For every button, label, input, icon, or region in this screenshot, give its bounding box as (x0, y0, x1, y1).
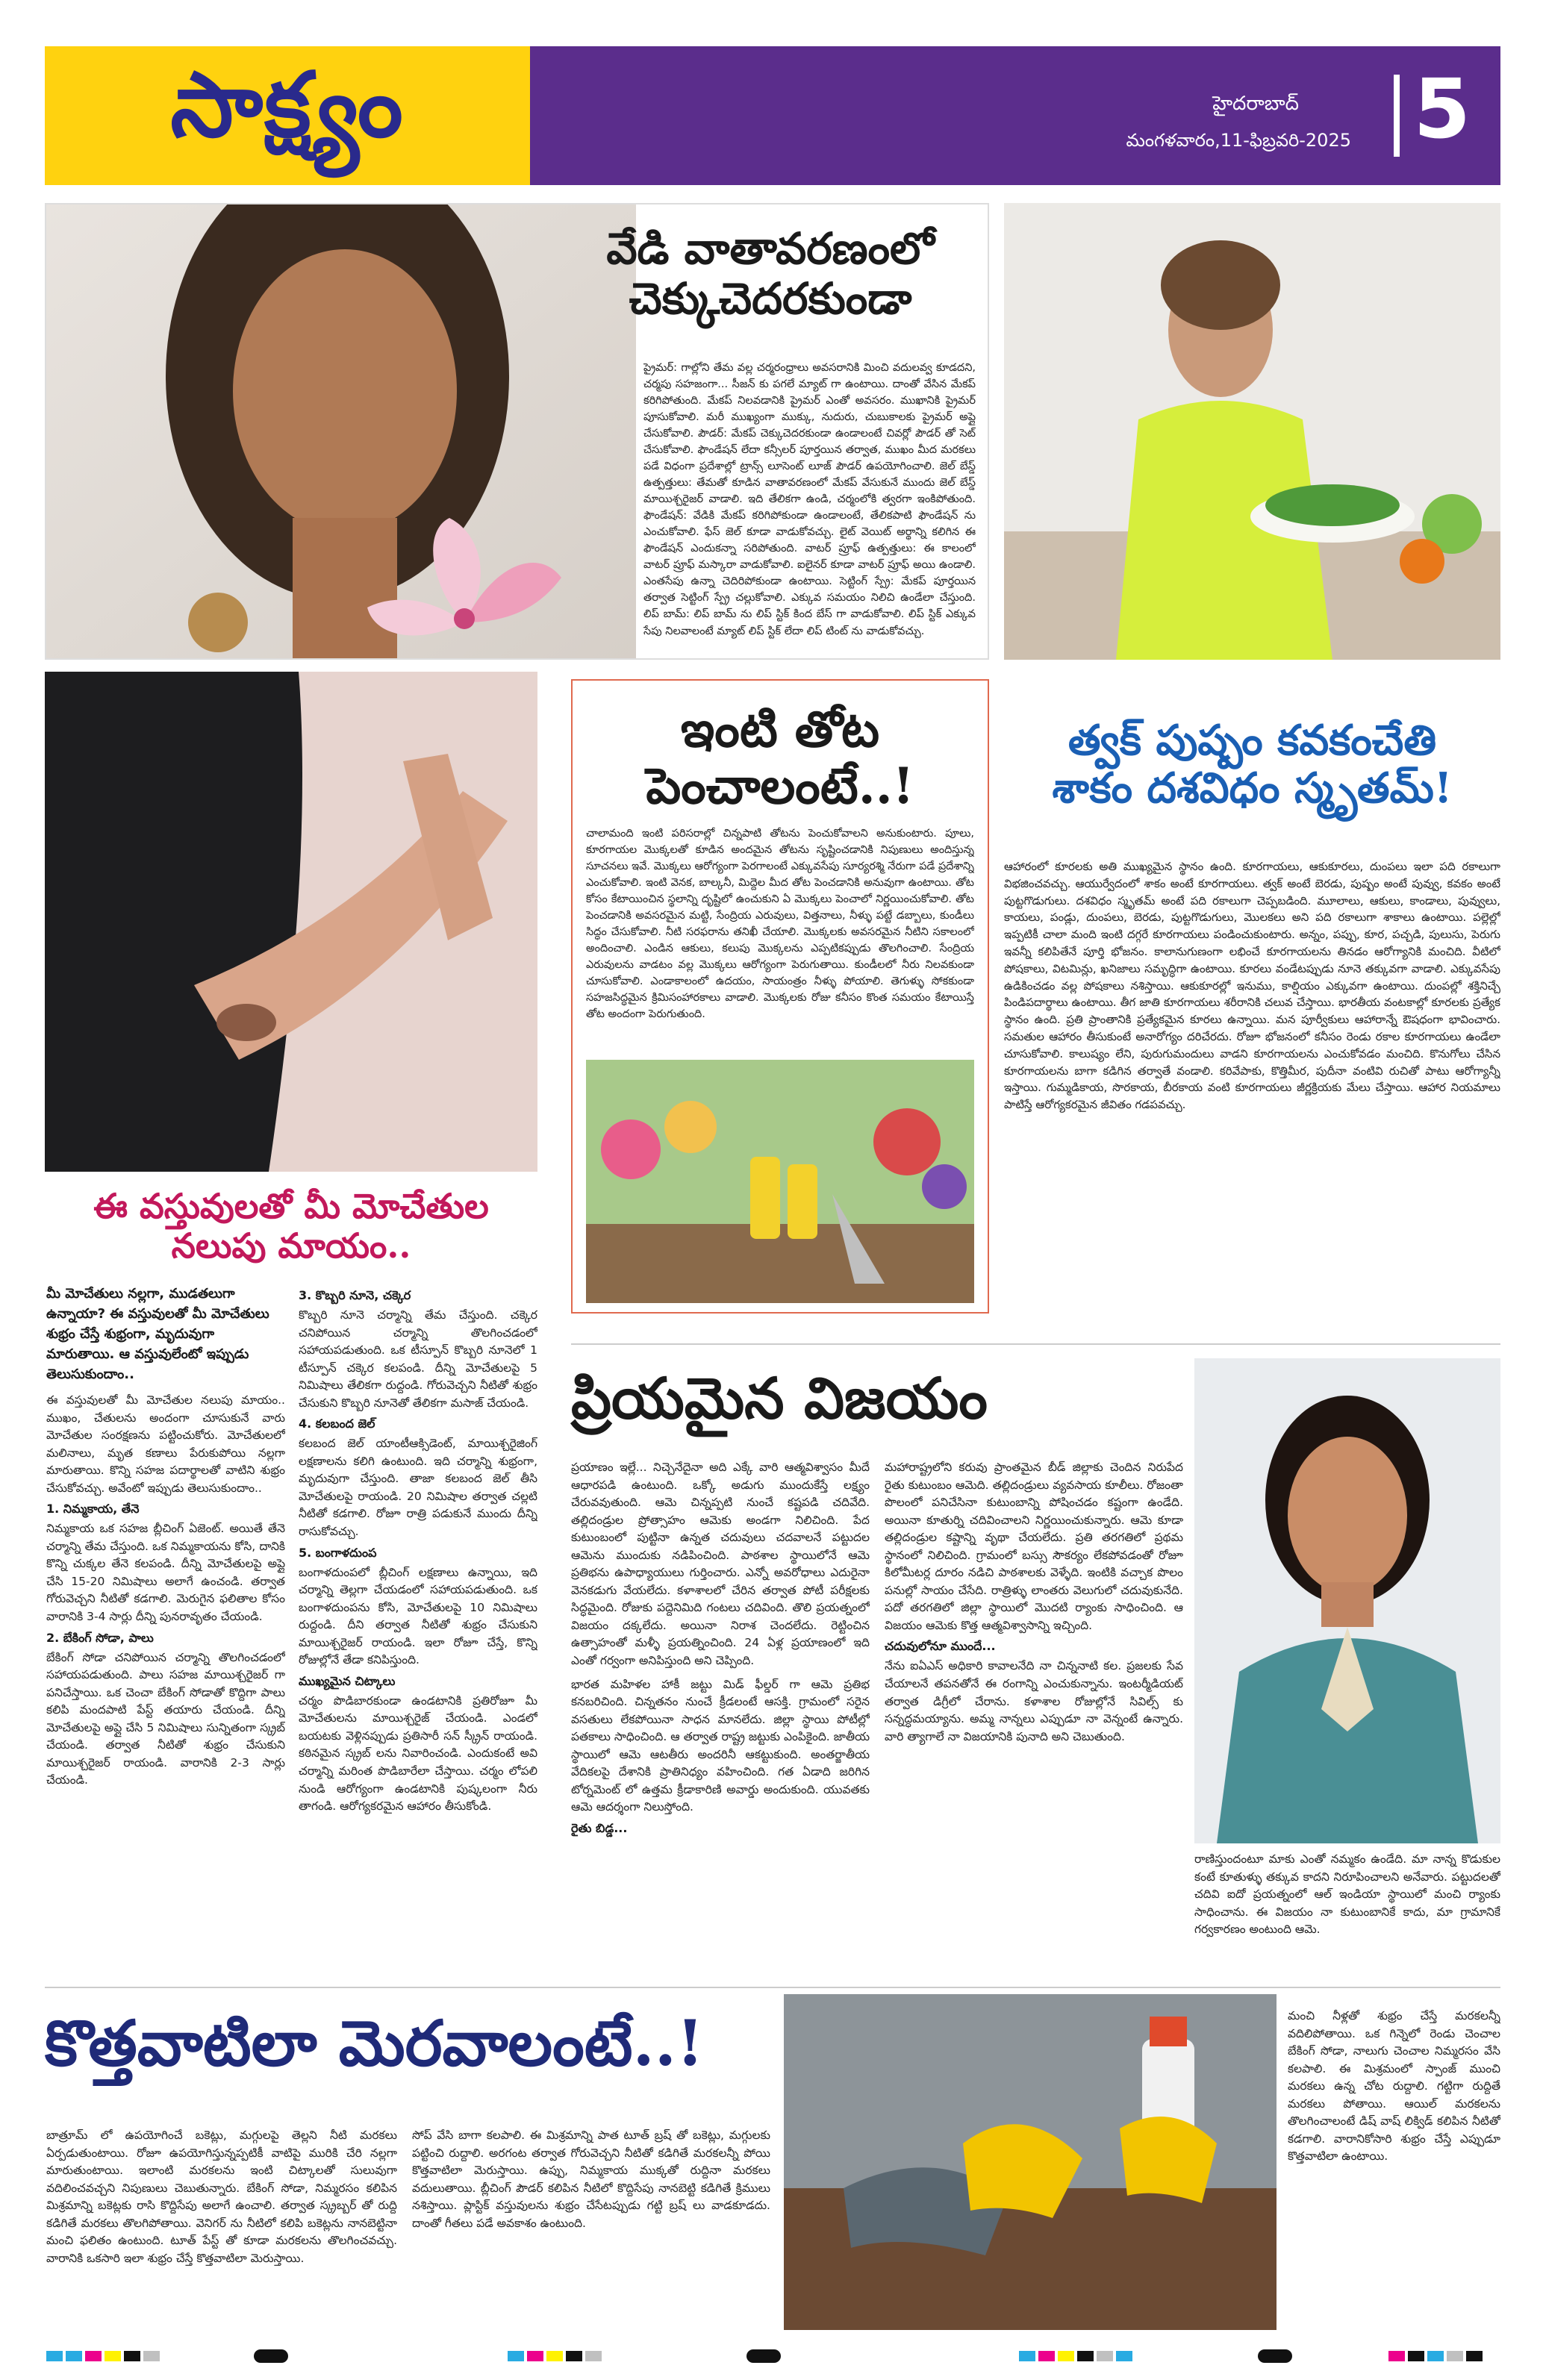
elbow-headline (45, 1187, 537, 1266)
garden-headline-line2: పెంచాలంటే..! (646, 756, 914, 815)
newspaper-title: సాక్ష్యం (170, 52, 405, 157)
victory-col2b-text: నేను ఐఏఎస్ అధికారి కావాలనేది నా చిన్ననాటి కల. ప్రజలకు సేవ చేయాలనే తపనతోనే ఈ రంగాన్ని ఎంచుకున్నాను. ఇంటర్మీడియట్ తర్వాత డిగ్రీలో చేరాను. కళాశాల రోజుల్లోనే సివిల్స్ కు సన్నద్ధమయ్యాను. అమ్మ నాన్నలు ఎప్పుడూ నా వెన్నంటే ఉన్నారు. వారి త్యాగాలే నా విజయానికి పునాది అని చెబుతుంది. (885, 1659, 1183, 1743)
cleaning-divider (45, 1987, 1500, 1988)
victory-col1b-text: భారత మహిళల హాకీ జట్టు మిడ్ ఫీల్డర్ గా ఆమె ప్రతిభ కనబరిచింది. చిన్నతనం నుంచే క్రీడలంటే ఆసక్తి. గ్రామంలో సరైన వసతులు లేకపోయినా సాధన మానలేదు. జిల్లా స్థాయి పోటీల్లో పతకాలు సాధించింది. ఆ తర్వాత రాష్ట్ర జట్టుకు ఎంపికైంది. జాతీయ స్థాయిలో ఆమె ఆటతీరు అందరినీ ఆకట్టుకుంది. అంతర్జాతీయ వేదికలపై దేశానికి ప్రాతినిధ్యం వహించింది. గత ఏడాది జరిగిన టోర్నమెంట్ లో ఉత్తమ క్రీడాకారిణి అవార్డు అందుకుంది. యువతకు ఆమె ఆదర్శంగా నిలుస్తోంది. (571, 1677, 870, 1814)
victory-divider (571, 1343, 1500, 1345)
article-garden-box (571, 679, 989, 1314)
color-bar-center-left (508, 2351, 602, 2361)
victory-column-3: రాణిస్తుందంటూ మాకు ఎంతో నమ్మకం ఉండేది. మా నాన్న కొడుకుల కంటే కూతుళ్ళు తక్కువ కాదని నిరూపించాలని అనేవారు. పట్టుదలతో చదివి ఐదో ప్రయత్నంలో ఆల్ ఇండియా స్థాయిలో మంచి ర్యాంకు సాధించాను. ఈ విజయం నా కుటుంబానికే కాదు, మా గ్రామానికే గర్వకారణం అంటుంది ఆమె. (1194, 1852, 1500, 1937)
color-bar-center-right (1019, 2351, 1132, 2361)
elbow-headline-line2: నలుపు మాయం.. (171, 1225, 411, 1266)
color-bar-right (1388, 2351, 1483, 2361)
masthead-info-panel (530, 46, 1500, 185)
masthead-logo-panel (45, 46, 530, 185)
curry-body: ఆహారంలో కూరలకు అతి ముఖ్యమైన స్థానం ఉంది. కూరగాయలు, ఆకుకూరలు, దుంపలు ఇలా పది రకాలుగా విభజించవచ్చు. ఆయుర్వేదంలో శాకం అంటే కూరగాయలు. త్వక్ అంటే బెరడు, పుష్పం అంటే పువ్వు, కవకం అంటే పుట్టగొడుగులు. దశవిధం స్మృతమ్ అంటే పది రకాలుగా చెప్పబడింది. మూలాలు, ఆకులు, కాండాలు, పువ్వులు, కాయలు, పండ్లు, దుంపలు, బెరడు, పుట్టగొడుగులు, మొలకలు అని పది రకాలుగా శాకాలు ఉంటాయి. పల్లెల్లో ఇప్పటికీ చాలా మంది ఇంటి దగ్గరే కూరగాయలు పండించుకుంటారు. అన్నం, పప్పు, కూర, పచ్చడి, పులుసు, పెరుగు ఇవన్నీ కలిపితేనే పూర్తి భోజనం. కాలానుగుణంగా లభించే కూరగాయలను తినడం ఆరోగ్యానికి మంచిది. వీటిలో పోషకాలు, విటమిన్లు, ఖనిజాలు సమృద్ధిగా ఉంటాయి. కూరలు వండేటప్పుడు నూనె తక్కువగా వాడాలి. ఎక్కువసేపు ఉడికించడం వల్ల పోషకాలు నశిస్తాయి. ఆకుకూరల్లో ఇనుము, కాల్షియం ఎక్కువగా ఉంటాయి. దుంపల్లో శక్తినిచ్చే పిండిపదార్థాలు ఉంటాయి. తీగ జాతి కూరగాయలు శరీరానికి చలువ చేస్తాయి. భారతీయ వంటకాల్లో కూరలకు ప్రత్యేక స్థానం ఉంది. ప్రతి ప్రాంతానికి ప్రత్యేకమైన కూరలు ఉన్నాయి. మన పూర్వీకులు ఆహారాన్నే ఔషధంగా భావించారు. సమతుల ఆహారం తీసుకుంటే అనారోగ్యం దరిచేరదు. రోజూ భోజనంలో కనీసం రెండు రకాల కూరగాయలు ఉండేలా చూసుకోవాలి. కాలుష్యం లేని, పురుగుమందులు వాడని కూరగాయలను ఎంచుకోవడం మంచిది. కొనుగోలు చేసిన కూరగాయలను బాగా కడిగిన తర్వాతే వండాలి. కరివేపాకు, కొత్తిమీర, పుదీనా వంటివి రుచితో పాటు ఆరోగ్యాన్నీ ఇస్తాయి. గుమ్మడికాయ, సొరకాయ, బీరకాయ వంటి కూరగాయలు జీర్ణక్రియకు మేలు చేస్తాయి. ఆహార నియమాలు పాటిస్తే ఆరోగ్యకరమైన జీవితం గడపవచ్చు. (1004, 860, 1500, 1112)
edition-city: హైదరాబాద్ (1212, 93, 1299, 115)
elbow-s2-text: బేకింగ్ సోడా చనిపోయిన చర్మాన్ని తొలగించడంలో సహాయపడుతుంది. పాలు సహజ మాయిశ్చరైజర్ గా పనిచేస్తాయి. ఒక చెంచా బేకింగ్ సోడాతో కొద్దిగా పాలు కలిపి మందపాటి పేస్ట్ తయారు చేయండి. దీన్ని మోచేతులపై అప్లై చేసి 5 నిమిషాలు సున్నితంగా స్క్రబ్ చేయండి. తర్వాత నీటితో శుభ్రం చేసుకుని మాయిశ్చరైజర్ రాయండి. వారానికి 2-3 సార్లు చేయండి. (46, 1650, 285, 1787)
elbow-s3-text: కొబ్బరి నూనె చర్మాన్ని తేమ చేస్తుంది. చక్కెర చనిపోయిన చర్మాన్ని తొలగించడంలో సహాయపడుతుంది. ఒక టీస్పూన్ కొబ్బరి నూనెలో 1 టీస్పూన్ చక్కెర కలపండి. దీన్ని మోచేతులపై 5 నిమిషాలు తేలికగా రుద్దండి. గోరువెచ్చని నీటితో శుభ్రం చేసుకుని కొబ్బరి నూనెతో తేలికగా మసాజ్ చేయండి. (299, 1308, 537, 1410)
cleaning-gloves-photo (784, 1994, 1277, 2330)
elbow-s4-title: 4. కలబంద జెల్ (299, 1417, 375, 1431)
cleaning-column-2: సోప్ వేసి బాగా కలపాలి. ఈ మిశ్రమాన్ని పాత టూత్ బ్రష్ తో బకెట్లు, మగ్గులకు పట్టించి రుద్దాలి. అరగంట తర్వాత గోరువెచ్చని నీటితో కడిగితే మరకలన్నీ పోయి కొత్తవాటిలా మెరుస్తాయి. ఉప్పు, నిమ్మకాయ ముక్కతో రుద్దినా మరకలు వదులుతాయి. బ్లీచింగ్ పౌడర్ కలిపిన నీటిలో కొద్దిసేపు నానబెట్టి కడిగితే క్రిములు నశిస్తాయి. ప్లాస్టిక్ వస్తువులను శుభ్రం చేసేటప్పుడు గట్టి బ్రష్ లు వాడకూడదు. దాంతో గీతలు పడే అవకాశం ఉంటుంది. (412, 2128, 770, 2230)
cleaning-column-3: మంచి నీళ్లతో శుభ్రం చేస్తే మరకలన్నీ వదిలిపోతాయి. ఒక గిన్నెలో రెండు చెంచాల బేకింగ్ సోడా, నాలుగు చెంచాల నిమ్మరసం వేసి కలపాలి. ఈ మిశ్రమంలో స్పాంజ్ ముంచి మరకలు ఉన్న చోట రుద్దాలి. గట్టిగా రుద్దితే మరకలు పోతాయి. ఆయిల్ మరకలను తొలగించాలంటే డిష్ వాష్ లిక్విడ్ కలిపిన నీటితో కడగాలి. వారానికోసారి శుభ్రం చేస్తే ఎప్పుడూ కొత్తవాటిలా ఉంటాయి. (1288, 2009, 1500, 2164)
page-number: 5 (1413, 61, 1471, 157)
curry-headline (1004, 716, 1500, 813)
woman-eating-salad-photo (1004, 203, 1500, 660)
curry-headline-line2: శాకం దశవిధం స్మృతమ్! (1052, 763, 1453, 813)
curry-headline-line1: త్వక్ పుష్పం కవకంచేతి (1067, 716, 1437, 765)
victory-sub2: చదువులోనూ ముందే... (885, 1639, 996, 1654)
elbow-photo (45, 672, 537, 1172)
article-weather-box (45, 203, 989, 660)
registration-mark (1258, 2349, 1292, 2363)
elbow-s3-title: 3. కొబ్బరి నూనె, చక్కెర (299, 1288, 411, 1302)
woman-with-flower-photo (46, 204, 636, 658)
cleaning-column-1: బాత్రూమ్ లో ఉపయోగించే బకెట్లు, మగ్గులపై తెల్లని నీటి మరకలు ఏర్పడుతుంటాయి. రోజూ ఉపయోగిస్తున్నప్పటికీ వాటిపై మురికి చేరి నల్లగా మారుతుంటాయి. ఇలాంటి మరకలను ఇంటి చిట్కాలతో సులువుగా వదిలించవచ్చని నిపుణులు చెబుతున్నారు. బేకింగ్ సోడా, నిమ్మరసం కలిపిన మిశ్రమాన్ని బకెట్లకు రాసి కొద్దిసేపు అలాగే ఉంచాలి. తర్వాత స్క్రబ్బర్ తో రుద్ది కడిగితే మరకలు తొలగిపోతాయి. వెనిగర్ ను నీటిలో కలిపి బకెట్లను నానబెట్టినా మంచి ఫలితం ఉంటుంది. టూత్ పేస్ట్ తో కూడా మరకలను తొలగించవచ్చు. వారానికి ఒకసారి ఇలా శుభ్రం చేస్తే కొత్తవాటిలా మెరుస్తాయి. (46, 2128, 397, 2265)
garden-tools-photo (586, 1060, 974, 1303)
weather-headline-line2: చెక్కుచెదరకుండా (629, 272, 912, 324)
elbow-s5-text: బంగాళదుంపలో బ్లీచింగ్ లక్షణాలు ఉన్నాయి, ఇది చర్మాన్ని తెల్లగా చేయడంలో సహాయపడుతుంది. ఒక బంగాళదుంపను కోసి, మోచేతులపై 10 నిమిషాలు రుద్దండి. దీని తర్వాత నీటితో శుభ్రం చేసుకుని మాయిశ్చరైజర్ రాయండి. ఇలా రోజూ చేస్తే, కొన్ని రోజుల్లోనే తేడా కనిపిస్తుంది. (299, 1565, 537, 1667)
registration-mark (746, 2349, 781, 2363)
elbow-s4-text: కలబంద జెల్ యాంటీఆక్సిడెంట్, మాయిశ్చరైజింగ్ లక్షణాలను కలిగి ఉంటుంది. ఇది చర్మాన్ని శుభ్రంగా, మృదువుగా చేస్తుంది. తాజా కలబంద జెల్ తీసి మోచేతులపై రాయండి. 20 నిమిషాల తర్వాత చల్లటి నీటితో కడగాలి. రోజూ రాత్రి పడుకునే ముందు దీన్ని రాసుకోవచ్చు. (299, 1437, 537, 1539)
weather-headline-line1: వేడి వాతావరణంలో (606, 223, 935, 274)
victory-column-2 (885, 1459, 1183, 1970)
victory-sub1: రైతు బిడ్డ... (571, 1820, 628, 1835)
garden-headline (573, 702, 988, 815)
victory-col2-text: మహారాష్ట్రలోని కరువు ప్రాంతమైన బీడ్ జిల్లాకు చెందిన నిరుపేద రైతు కుటుంబం ఆమెది. తల్లిదండ్రులు వ్యవసాయ కూలీలు. రోజంతా పొలంలో పనిచేసినా కుటుంబాన్ని పోషించడం కష్టంగా ఉండేది. అయినా కూతుర్ని చదివించాలని నిర్ణయించుకున్నారు. ఆమె కూడా తల్లిదండ్రుల కష్టాన్ని వృథా చేయలేదు. ప్రతి తరగతిలో ప్రథమ స్థానంలో నిలిచింది. గ్రామంలో బస్సు సౌకర్యం లేకపోవడంతో రోజూ కిలోమీటర్ల దూరం నడిచి పాఠశాలకు వెళ్ళేది. ఇంటికి వచ్చాక పొలం పనుల్లో సాయం చేసేది. రాత్రిళ్ళు లాంతరు వెలుగులో చదువుకునేది. పదో తరగతిలో జిల్లా స్థాయిలో మొదటి ర్యాంకు సాధించింది. ఆ విజయం ఆమెకు కొత్త ఆత్మవిశ్వాసాన్ని ఇచ్చింది. (885, 1461, 1183, 1632)
masthead (45, 46, 1500, 185)
elbow-s1-text: నిమ్మకాయ ఒక సహజ బ్లీచింగ్ ఏజెంట్. అయితే తేనె చర్మాన్ని తేమ చేస్తుంది. ఒక నిమ్మకాయను కోసి, దానికి కొన్ని చుక్కల తేనె కలపండి. దీన్ని మోచేతులపై అప్లై చేసి 15-20 నిమిషాలు అలాగే ఉంచండి. తర్వాత గోరువెచ్చని నీటితో కడగాలి. మెరుగైన ఫలితాల కోసం వారానికి 3-4 సార్లు దీన్ని పునరావృతం చేయండి. (46, 1522, 285, 1624)
registration-mark (254, 2349, 288, 2363)
cleaning-headline: కొత్తవాటిలా మెరవాలంటే..! (45, 2006, 704, 2080)
garden-headline-line1: ఇంటి తోట (680, 700, 880, 758)
elbow-tips-title: ముఖ్యమైన చిట్కాలు (299, 1673, 396, 1688)
elbow-s2-title: 2. బేకింగ్ సోడా, పాలు (46, 1630, 154, 1645)
smiling-woman-portrait (1194, 1358, 1500, 1843)
garden-body: చాలామంది ఇంటి పరిసరాల్లో చిన్నపాటి తోటను పెంచుకోవాలని అనుకుంటారు. పూలు, కూరగాయల మొక్కలతో కూడిన అందమైన తోటను సృష్టించడానికి నిపుణులు అందిస్తున్న సూచనలు ఇవే. మొక్కలు ఆరోగ్యంగా పెరగాలంటే ఎక్కువసేపు సూర్యరశ్మి నేరుగా పడే ప్రదేశాన్ని ఎంచుకోవాలి. ఇంటి వెనక, బాల్కనీ, మిద్దెల మీద తోట పెంచడానికి అనువుగా ఉంటాయి. తోట కోసం కేటాయించిన స్థలాన్ని దృష్టిలో ఉంచుకుని ఏ మొక్కలు పెంచాలో నిర్ణయించుకోవాలి. తోట పెంచడానికి అవసరమైన మట్టి, సేంద్రియ ఎరువులు, విత్తనాలు, నీళ్ళు పట్టే డబ్బాలు, కుండీలు సిద్ధం చేసుకోవాలి. నీటి సరఫరాను తనిఖీ చేయాలి. మొక్కలకు అవసరమైన నీటిని సకాలంలో అందించాలి. ఎండిన ఆకులు, కలుపు మొక్కలను ఎప్పటికప్పుడు తొలగించాలి. సేంద్రియ ఎరువులను వాడటం వల్ల మొక్కలు ఆరోగ్యంగా పెరుగుతాయి. కుండీలలో నీరు నిలవకుండా చూసుకోవాలి. ఎండాకాలంలో ఉదయం, సాయంత్రం నీళ్ళు పోయాలి. తెగుళ్ళు సోకకుండా సహజసిద్ధమైన క్రిమిసంహారకాలు వాడాలి. మొక్కలకు రోజు కనీసం కొంత సమయం కేటాయిస్తే తోట అందంగా పెరుగుతుంది. (586, 828, 974, 1021)
victory-col1-text: ప్రయాణం ఇల్లే... నిచ్చెనేదైనా అది ఎక్కే వారి ఆత్మవిశ్వాసం మీదే ఆధారపడి ఉంటుంది. ఒక్కో అడుగు ముందుకేస్తే లక్ష్యం చేరువవుతుంది. ఆమె చిన్నప్పటి నుంచే కష్టపడి చదివేది. తల్లిదండ్రుల ప్రోత్సాహం ఆమెకు అండగా నిలిచింది. పేద కుటుంబంలో పుట్టినా ఉన్నత చదువులు చదవాలనే పట్టుదల ఆమెను ముందుకు నడిపించింది. పాఠశాల స్థాయిలోనే ఆమె ప్రతిభను ఉపాధ్యాయులు గుర్తించారు. ఎన్నో అవరోధాలు ఎదురైనా వెనకడుగు వేయలేదు. కళాశాలలో చేరిన తర్వాత పోటీ పరీక్షలకు సిద్ధమైంది. రోజుకు పద్దెనిమిది గంటలు చదివింది. తొలి ప్రయత్నంలో విజయం దక్కలేదు. అయినా నిరాశ చెందలేదు. రెట్టించిన ఉత్సాహంతో మళ్ళీ ప్రయత్నించింది. 24 ఏళ్ల ప్రయాణంలో ఇది ఎంతో గర్వంగా అనిపిస్తుంది అని చెప్పింది. (571, 1461, 870, 1668)
weather-headline (561, 224, 979, 323)
elbow-column-1 (46, 1284, 285, 1970)
elbow-s1-title: 1. నిమ్మకాయ, తేనె (46, 1502, 140, 1517)
victory-column-1 (571, 1459, 870, 1970)
edition-date: మంగళవారం,11-ఫిబ్రవరి-2025 (1126, 130, 1351, 151)
elbow-headline-line1: ఈ వస్తువులతో మీ మోచేతుల (93, 1186, 489, 1226)
elbow-column-2 (299, 1284, 537, 1970)
elbow-intro: ఈ వస్తువులతో మీ మోచేతుల నలుపు మాయం.. ముఖం, చేతులను అందంగా చూసుకునే వారు మోచేతుల సంరక్షణను పట్టించుకోరు. మోచేతులలో మలినాలు, మృత కణాలు పేరుకుపోయి నల్లగా మారుతాయి. కొన్ని సహజ పదార్థాలతో వాటిని శుభ్రం చేసుకోవచ్చు. అవేంటో ఇప్పుడు తెలుసుకుందాం.. (46, 1393, 285, 1495)
victory-headline: ప్రియమైన విజయం (571, 1365, 988, 1431)
weather-body: ప్రైమర్: గాల్లోని తేమ వల్ల చర్మరంధ్రాలు అవసరానికి మించి వదులవ్వ కూడదని, చర్మపు సహజంగా... సీజన్ కు పగలే మ్యాట్ గా ఉంటాయి. దాంతో వేసిన మేకప్ కరిగిపోతుంది. మేకప్ నిలవడానికి ప్రైమర్ ఎంతో అవసరం. ముఖానికి ప్రైమర్ పూసుకోవాలి. మరీ ముఖ్యంగా ముక్కు, నుదురు, చుబుకాలకు ప్రైమర్ అప్లై చేసుకోవాలి. పౌడర్: మేకప్ చెక్కుచెదరకుండా ఉండాలంటే చివర్లో పౌడర్ తో సెట్ చేసుకోవాలి. ఫౌండేషన్ లేదా కన్సీలర్ పూర్తయిన తర్వాత, ముఖం మీద మరకలు పడే విధంగా ప్రదేశాల్లో ట్రాన్స్ లూసెంట్ లూజ్ పౌడర్ ఉపయోగించాలి. జెల్ బేస్డ్ ఉత్పత్తులు: తేమతో కూడిన వాతావరణంలో మేకప్ వేసుకునే ముందు జెల్ బేస్డ్ మాయిశ్చరైజర్ వాడాలి. ఇది తేలికగా ఉండి, చర్మంలోకి త్వరగా ఇంకిపోతుంది. ఫౌండేషన్: వేడికి మేకప్ కరిగిపోకుండా ఉండాలంటే, తేలికపాటి ఫౌండేషన్ ను ఎంచుకోవాలి. ఫేస్ జెల్ కూడా వాడుకోవచ్చు. లైట్ వెయిట్ అర్థాన్ని కలిగిన ఈ ఫౌండేషన్ ఎందుకన్నా సరిపోతుంది. వాటర్ ప్రూఫ్ ఉత్పత్తులు: ఈ కాలంలో వాటర్ ప్రూఫ్ మస్కారా వాడుకోవాలి. ఐలైనర్ కూడా వాటర్ ప్రూఫ్ అయి ఉండాలి. ఎంతసేపు ఉన్నా చెదిరిపోకుండా ఉంటాయి. సెట్టింగ్ స్ప్రే: మేకప్ పూర్తయిన తర్వాత సెట్టింగ్ స్ప్రే చల్లుకోవాలి. ఎక్కువ సమయం నిలిచి ఉండేలా చేస్తుంది. లిప్ బామ్: లిప్ బామ్ ను లిప్ స్టిక్ కింద బేస్ గా వాడుకోవాలి. లిప్ స్టిక్ ఎక్కువ సేపు నిలవాలంటే మ్యాట్ లిప్ స్టిక్ లేదా లిప్ టింట్ ను వాడుకోవచ్చు. (643, 362, 976, 637)
elbow-lead: మీ మోచేతులు నల్లగా, ముడతలుగా ఉన్నాయా? ఈ వస్తువులతో మీ మోచేతులు శుభ్రం చేస్తే శుభ్రంగా, మృదువుగా మారుతాయి. ఆ వస్తువులేంటో ఇప్పుడు తెలుసుకుందాం.. (46, 1286, 269, 1382)
elbow-s5-title: 5. బంగాళదుంప (299, 1545, 377, 1560)
masthead-divider (1394, 75, 1400, 157)
elbow-tips-text: చర్మం పొడిబారకుండా ఉండటానికి ప్రతిరోజూ మీ మోచేతులను మాయిశ్చరైజ్ చేయండి. ఎండలో బయటకు వెళ్లినప్పుడు ప్రతిసారీ సన్ స్క్రీన్ రాయండి. కఠినమైన స్క్రబ్ లను నివారించండి. ఎందుకంటే అవి చర్మాన్ని మరింత పొడిబారేలా చేస్తాయి. చర్మం లోపలి నుండి ఆరోగ్యంగా ఉండటానికి పుష్కలంగా నీరు తాగండి. ఆరోగ్యకరమైన ఆహారం తీసుకోండి. (299, 1693, 537, 1814)
color-bar-left (46, 2351, 160, 2361)
